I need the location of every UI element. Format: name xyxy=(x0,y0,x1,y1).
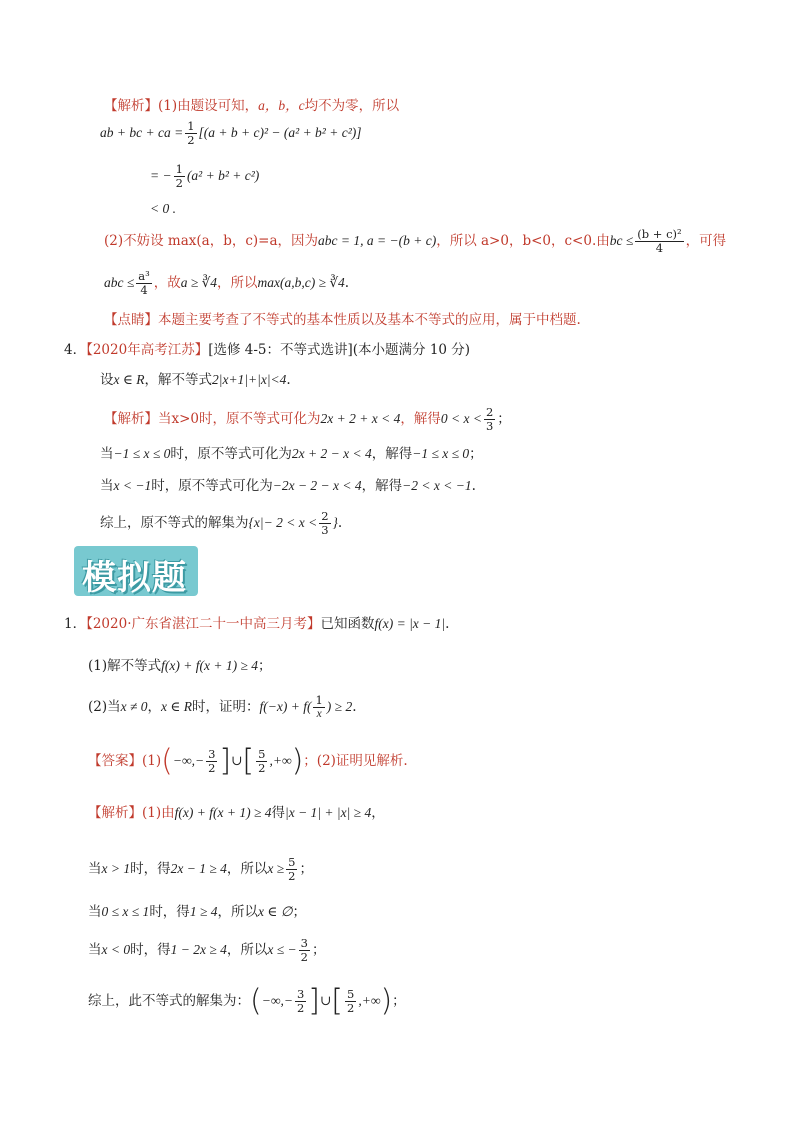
mock-question-1-header: 1．【2020·广东省湛江二十一中高三月考】已知函数f(x) = |x − 1|. xyxy=(64,616,450,632)
source-tag: 【2020·广东省湛江二十一中高三月考】 xyxy=(86,616,321,632)
mock-summary: 综上，此不等式的解集为：(−∞,− $\frac{3}{2}$ ]∪[ $\frac{5}{2}$ ,+∞)； xyxy=(88,983,406,1019)
fraction: $\frac{2}{3}$ xyxy=(485,405,494,433)
question-4-case-2: 当−1 ≤ x ≤ 0时，原不等式可化为2x + 2 − x < 4，解得−1 ≤ x ≤ 0； xyxy=(100,446,483,462)
mock-question-1-part-2: (2)当x ≠ 0，x ∈ R时，证明：f(−x) + f( $\frac{1}{x}$ ) ≥ 2. xyxy=(88,693,357,720)
equation-line-3: < 0 . xyxy=(150,201,176,216)
analysis-tag: 【解析】 xyxy=(104,411,158,427)
mock-analysis-line: 【解析】(1)由f(x) + f(x + 1) ≥ 4得|x − 1| + |x| ≥ 4， xyxy=(88,805,385,821)
mock-case-1: 当x > 1时，得2x − 1 ≥ 4，所以x ≥ $\frac{5}{2}$ ； xyxy=(88,855,313,883)
analysis-tag: 【解析】 xyxy=(88,805,142,821)
fraction: $\frac{1}{2}$ xyxy=(175,162,183,190)
question-4-analysis: 【解析】当x>0时，原不等式可化为2x + 2 + x < 4，解得0 < x < $\frac{2}{3}$ ； xyxy=(104,405,511,433)
question-4-stem: 设x ∈ R，解不等式2|x+1|+|x|<4. xyxy=(100,372,291,388)
solution-line-2: (2)不妨设 max(a，b，c)=a，因为abc = 1, a = −(b + c)，所以 a>0，b<0，c<0.由bc ≤ $\frac{\text{(b + c)²}}{4}$ ，可得 xyxy=(104,227,727,255)
source-tag: 【2020年高考江苏】 xyxy=(86,342,209,358)
mock-case-3: 当x < 0时，得1 − 2x ≥ 4，所以x ≤ − $\frac{3}{2}$ ； xyxy=(88,936,326,964)
fraction: $\frac{2}{3}$ xyxy=(321,509,329,537)
solution-line-1: 【解析】(1)由题设可知，a，b，c均不为零，所以 xyxy=(104,98,400,114)
fraction: $\frac{5}{2}$ xyxy=(258,747,266,775)
comment-line: 【点睛】本题主要考查了不等式的基本性质以及基本不等式的应用，属于中档题. xyxy=(104,312,581,328)
fraction: $\frac{3}{2}$ xyxy=(296,987,305,1015)
banner-title: 模拟题 xyxy=(82,558,187,598)
equation-line-2: = − $\frac{1}{2}$ (a² + b² + c²) xyxy=(150,162,260,190)
fraction: $\frac{1}{x}$ xyxy=(315,693,323,720)
solution-line-3: abc ≤ $\frac{\text{a³}}{4}$ ，故a ≥ ∛4，所以max(a,b,c) ≥ ∛4. xyxy=(104,269,350,297)
fraction: $\frac{3}{2}$ xyxy=(208,747,216,775)
question-4-header: 4．【2020年高考江苏】[选修 4-5：不等式选讲](本小题满分 10 分) xyxy=(64,342,471,358)
fraction: $\frac{5}{2}$ xyxy=(347,987,355,1015)
mock-question-1-part-1: (1)解不等式f(x) + f(x + 1) ≥ 4； xyxy=(88,658,272,674)
fraction: $\frac{3}{2}$ xyxy=(300,936,308,964)
fraction: $\frac{\text{(b + c)²}}{4}$ xyxy=(637,227,682,255)
fraction: $\frac{5}{2}$ xyxy=(288,855,296,883)
mock-case-2: 当0 ≤ x ≤ 1时，得1 ≥ 4，所以x ∈ ∅； xyxy=(88,904,306,920)
fraction: $\frac{\text{a³}}{4}$ xyxy=(138,269,150,297)
equation-line-1: ab + bc + ca = $\frac{1}{2}$ [(a + b + c)² − (a² + b² + c²)] xyxy=(100,119,362,147)
analysis-tag: 【解析】 xyxy=(104,98,158,114)
fraction: $\frac{1}{2}$ xyxy=(187,119,195,147)
answer-tag: 【答案】 xyxy=(88,753,142,769)
question-4-case-3: 当x < −1时，原不等式可化为−2x − 2 − x < 4，解得−2 < x < −1. xyxy=(100,478,476,494)
simulation-section-banner xyxy=(74,546,198,596)
question-4-summary: 综上，原不等式的解集为{x|− 2 < x < $\frac{2}{3}$ }. xyxy=(100,509,343,537)
comment-tag: 【点睛】 xyxy=(104,312,158,328)
answer-line: 【答案】(1)(−∞,− $\frac{3}{2}$ ]∪[ $\frac{5}{2}$ ,+∞)；(2)证明见解析. xyxy=(88,743,408,779)
